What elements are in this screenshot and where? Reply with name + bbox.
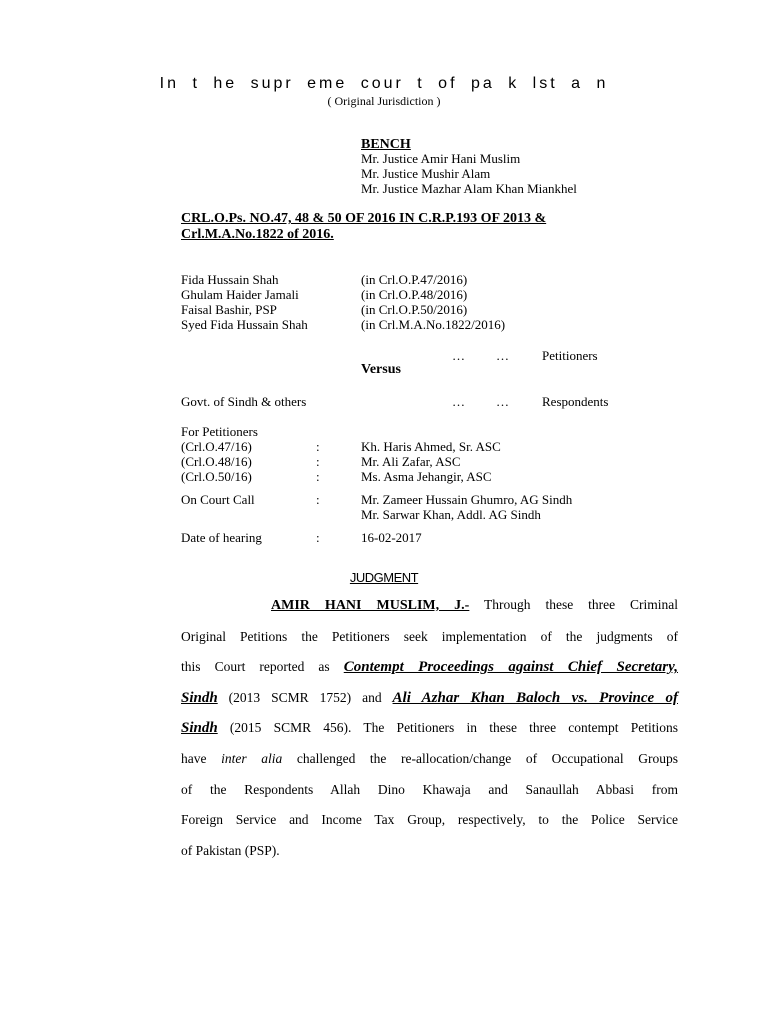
text-run: this Court reported as bbox=[181, 659, 344, 675]
counsel-case: (Crl.O.48/16) bbox=[181, 454, 252, 469]
case-number bbox=[181, 211, 546, 243]
judgment-line bbox=[181, 713, 678, 744]
hearing-label: Date of hearing bbox=[181, 530, 262, 545]
dots: … bbox=[496, 394, 509, 409]
court-call-name: Mr. Sarwar Khan, Addl. AG Sindh bbox=[361, 507, 541, 522]
petitioner-ref: (in Crl.O.P.47/2016) bbox=[361, 272, 468, 287]
dots: … bbox=[452, 394, 465, 409]
jurisdiction-subtitle: ( Original Jurisdiction ) bbox=[327, 94, 441, 108]
court-title: In t he supr eme cour t of pa k lst a n bbox=[159, 75, 609, 92]
counsel-name: Mr. Ali Zafar, ASC bbox=[361, 454, 461, 469]
judgment-line bbox=[181, 652, 678, 683]
judgment-line: of the Respondents Allah Dino Khawaja and Sanaullah Abbasi from bbox=[181, 781, 678, 797]
counsel-name: Ms. Asma Jehangir, ASC bbox=[361, 469, 492, 484]
text-run: Through these three Criminal bbox=[469, 597, 678, 612]
bench-judges bbox=[361, 151, 577, 196]
separator: : bbox=[316, 469, 320, 484]
text-run: challenged the re-allocation/change of Occupational Groups bbox=[282, 750, 679, 766]
judgment-author: AMIR HANI MUSLIM, J.- bbox=[271, 598, 470, 613]
counsel-name: Kh. Haris Ahmed, Sr. ASC bbox=[361, 439, 501, 454]
dots: … bbox=[496, 348, 509, 363]
case-citation: Contempt Proceedings against Chief Secretary, bbox=[343, 659, 678, 676]
separator: : bbox=[316, 530, 320, 545]
respondent-name: Govt. of Sindh & others bbox=[181, 394, 307, 409]
case-citation: Sindh bbox=[181, 689, 218, 706]
judgment-line: Foreign Service and Income Tax Group, respectively, to the Police Service bbox=[181, 812, 678, 828]
court-call-label: On Court Call bbox=[181, 492, 255, 507]
petitioner-name: Faisal Bashir, PSP bbox=[181, 302, 277, 317]
dots: … bbox=[452, 348, 465, 363]
text-run: have bbox=[181, 750, 222, 766]
petitioner-name: Fida Hussain Shah bbox=[181, 272, 279, 287]
bench-heading: BENCH bbox=[361, 137, 411, 152]
petitioner-ref: (in Crl.O.P.48/2016) bbox=[361, 287, 468, 302]
judgment-heading: JUDGMENT bbox=[349, 570, 419, 585]
judgment-line bbox=[181, 744, 678, 775]
text-run: (2013 SCMR 1752) and bbox=[217, 689, 393, 705]
petitioner-ref: (in Crl.M.A.No.1822/2016) bbox=[361, 317, 506, 332]
case-line: Crl.M.A.No.1822 of 2016. bbox=[181, 227, 334, 242]
petitioners-label: Petitioners bbox=[542, 348, 598, 363]
separator: : bbox=[316, 492, 320, 507]
judgment-paragraph bbox=[181, 590, 678, 866]
judgment-line bbox=[181, 590, 678, 622]
hearing-date: 16-02-2017 bbox=[361, 530, 422, 545]
judge-name: Mr. Justice Amir Hani Muslim bbox=[361, 151, 521, 166]
court-call-name: Mr. Zameer Hussain Ghumro, AG Sindh bbox=[361, 492, 573, 507]
petitioner-name: Ghulam Haider Jamali bbox=[181, 287, 299, 302]
judgment-line: Original Petitions the Petitioners seek implementation of the judgments of bbox=[181, 628, 678, 644]
judgment-line: of Pakistan (PSP). bbox=[181, 842, 280, 858]
counsel-case: (Crl.O.47/16) bbox=[181, 439, 252, 454]
judge-name: Mr. Justice Mazhar Alam Khan Miankhel bbox=[361, 181, 577, 196]
respondents-label: Respondents bbox=[542, 394, 609, 409]
counsel-case: (Crl.O.50/16) bbox=[181, 469, 252, 484]
petitioner-name: Syed Fida Hussain Shah bbox=[181, 317, 308, 332]
judge-name: Mr. Justice Mushir Alam bbox=[361, 166, 491, 181]
text-run: (2015 SCMR 456). The Petitioners in these three contempt Petitions bbox=[217, 720, 678, 736]
judgment-line bbox=[181, 683, 678, 714]
separator: : bbox=[316, 454, 320, 469]
case-line: CRL.O.Ps. NO.47, 48 & 50 OF 2016 IN C.R.P.193 OF 2013 & bbox=[181, 211, 547, 226]
separator: : bbox=[316, 439, 320, 454]
case-citation: Sindh bbox=[181, 720, 218, 737]
counsel-heading: For Petitioners bbox=[181, 424, 258, 439]
versus-label: Versus bbox=[361, 362, 401, 377]
case-citation: Ali Azhar Khan Baloch vs. Province of bbox=[392, 689, 678, 706]
petitioner-ref: (in Crl.O.P.50/2016) bbox=[361, 302, 468, 317]
italic-text: inter alia bbox=[221, 750, 283, 766]
